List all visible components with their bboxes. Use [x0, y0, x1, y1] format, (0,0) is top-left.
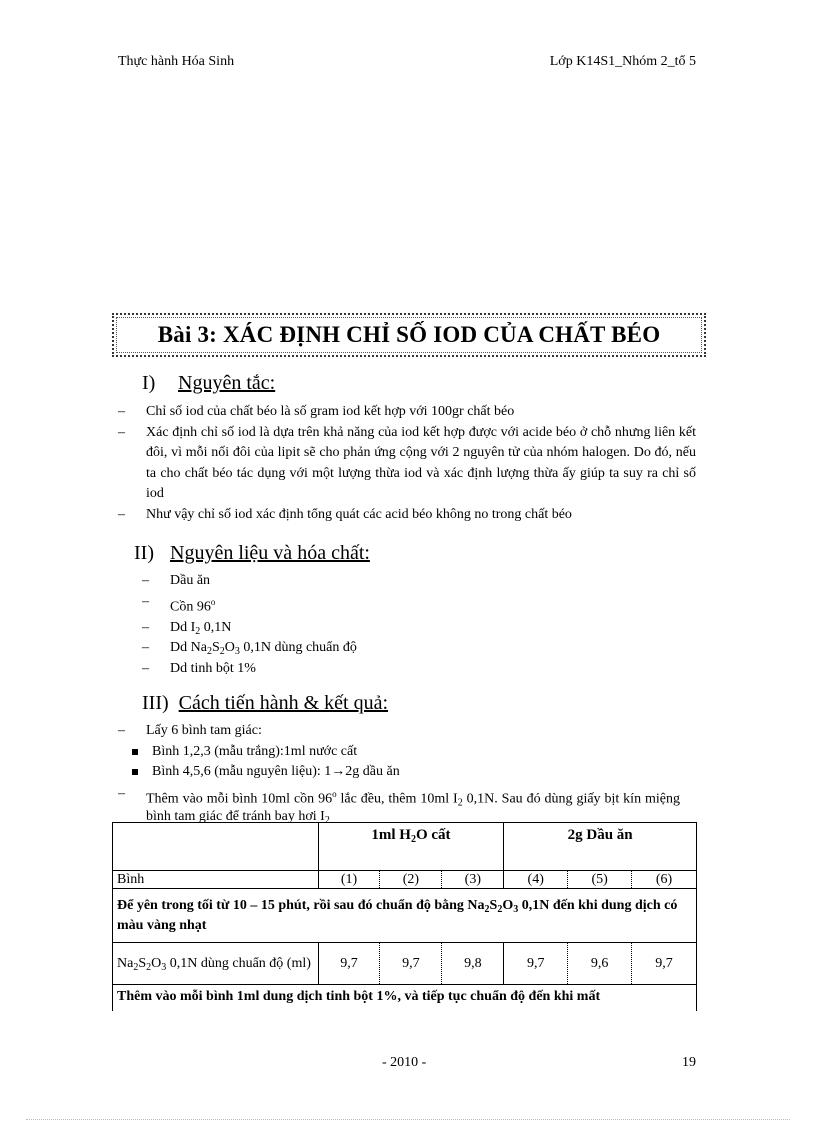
table-row [113, 985, 697, 1011]
value-cell: 9,8 [442, 943, 504, 985]
procedure-subitem [118, 742, 680, 763]
instruction-text: Để yên trong tối từ 10 – 15 phút, rồi sau đó chuẩn độ bằng Na [117, 897, 485, 913]
subscript: 2 [497, 903, 503, 915]
group-water-label: O cất [415, 827, 451, 843]
dash-mark: – [142, 619, 149, 635]
square-bullet [132, 769, 138, 775]
titrant-label-cell [113, 943, 319, 985]
section-2-heading [134, 542, 370, 565]
value-cell: 9,7 [380, 943, 442, 985]
subscript: 2 [195, 625, 201, 637]
dash-mark: – [118, 424, 125, 440]
procedure-text: 2g dầu ăn [345, 764, 400, 779]
section-3-heading [142, 692, 388, 715]
flask-number-cell: (3) [442, 871, 504, 889]
flask-number-cell: (1) [318, 871, 380, 889]
subscript: 2 [324, 815, 330, 827]
titrant-text: O [151, 956, 162, 971]
section-2-title: Nguyên liệu và hóa chất: [170, 542, 370, 564]
instruction-text: O [502, 897, 514, 913]
procedure-text: Lấy 6 bình tam giác: [146, 723, 262, 738]
principle-text: Xác định chỉ số iod là dựa trên khả năng của iod kết hợp được với acide béo ở chỗ nhưng liên kết đôi, vì mỗi nối đôi của lipit sẽ cho phản ứng cộng với 2 nguyên tử của nhóm halogen. Do đó, nếu ta cho chất béo tác dụng với một lượng thừa iod và xác định lượng thừa ấy giúp ta suy ra chỉ số iod [146, 424, 696, 501]
subscript: 2 [484, 903, 490, 915]
procedure-text: 0,1N. Sau đó dùng giấy bịt kín miệng bình tam giác để tránh bay hơi I [146, 791, 680, 825]
dash-mark: – [118, 785, 125, 801]
footer-year: - 2010 - [382, 1055, 427, 1070]
flask-number-cell: (6) [632, 871, 697, 889]
material-text: 0,1N dùng chuẩn độ [239, 640, 357, 656]
page-edge-divider [26, 1119, 790, 1120]
dash-mark: – [142, 573, 149, 588]
flask-label-cell: Bình [113, 871, 319, 889]
procedure-text: lắc đều, thêm 10ml I [336, 791, 458, 807]
subscript: 2 [219, 646, 225, 658]
instruction-cell: Thêm vào mỗi bình 1ml dung dịch tinh bột 1%, và tiếp tục chuẩn độ đến khi mất [113, 985, 697, 1011]
subscript: 3 [234, 646, 240, 658]
material-text: Dd tinh bột 1% [170, 660, 256, 676]
material-text: O [224, 640, 235, 656]
dash-mark: – [118, 506, 125, 522]
dash-mark: – [118, 404, 125, 419]
principle-list [118, 402, 696, 525]
degree-sup: o [210, 596, 216, 607]
value-cell: 9,7 [318, 943, 380, 985]
materials-list [142, 571, 642, 679]
section-1-number: I) [142, 372, 156, 394]
table-row [113, 889, 697, 943]
material-text: Dầu ăn [170, 573, 211, 588]
arrow-icon: → [331, 764, 346, 779]
procedure-list [118, 721, 680, 826]
titrant-text: S [138, 956, 147, 971]
material-item [142, 638, 642, 659]
material-item [142, 571, 642, 592]
lesson-title: Bài 3: XÁC ĐỊNH CHỈ SỐ IOD CỦA CHẤT BÉO [112, 313, 706, 357]
procedure-item [118, 785, 680, 827]
principle-item [118, 423, 696, 505]
section-3-number: III) [142, 692, 169, 714]
material-text: Dd I [170, 619, 196, 635]
material-item [142, 659, 642, 680]
principle-item [118, 505, 696, 526]
procedure-item [118, 721, 680, 742]
procedure-text: Bình 4,5,6 (mẫu nguyên liệu): 1 [152, 764, 332, 779]
square-bullet [132, 749, 138, 755]
dash-mark: – [142, 640, 149, 656]
instruction-cell [113, 889, 697, 943]
procedure-text: Thêm vào mỗi bình 10ml cồn 96 [146, 791, 333, 807]
table-row [113, 943, 697, 985]
procedure-subitem [118, 762, 680, 783]
section-3-title: Cách tiến hành & kết quả: [178, 692, 389, 714]
group-oil-cell: 2g Dầu ăn [504, 823, 697, 871]
table-corner-cell [113, 823, 319, 871]
group-water-cell [318, 823, 504, 871]
instruction-text: 0,1N đến khi dung dịch có màu vàng nhạt [117, 897, 678, 933]
material-text: Dd Na [170, 640, 207, 656]
dash-mark: – [142, 593, 149, 609]
titrant-text: 0,1N dùng chuẩn độ (ml) [166, 956, 311, 971]
subscript: 2 [206, 646, 212, 658]
header-left: Thực hành Hóa Sinh [118, 54, 235, 69]
principle-text: Như vậy chỉ số iod xác định tổng quát các acid béo không no trong chất béo [146, 506, 572, 522]
table-group-row [113, 823, 697, 871]
subscript: 2 [133, 962, 139, 973]
group-water-label: 1ml H [371, 827, 411, 843]
instruction-text: S [489, 897, 498, 913]
flask-number-cell: (2) [380, 871, 442, 889]
subscript: 2 [457, 797, 463, 809]
material-text: S [211, 640, 220, 656]
subscript: 2 [410, 834, 416, 845]
section-2-number: II) [134, 542, 154, 564]
value-cell: 9,7 [632, 943, 697, 985]
subscript: 2 [146, 962, 152, 973]
material-item [142, 618, 642, 639]
flask-number-cell: (4) [504, 871, 568, 889]
titrant-text: Na [117, 956, 134, 971]
results-table [112, 822, 697, 1011]
dash-mark: – [118, 723, 125, 738]
dash-mark: – [142, 660, 149, 676]
value-cell: 9,7 [504, 943, 568, 985]
degree-sup: o [332, 788, 337, 799]
page-number: 19 [682, 1055, 696, 1070]
principle-text: Chỉ số iod của chất béo là số gram iod kết hợp với 100gr chất béo [146, 404, 515, 419]
subscript: 3 [161, 962, 167, 973]
header-right: Lớp K14S1_Nhóm 2_tổ 5 [549, 54, 696, 69]
procedure-text: Bình 1,2,3 (mẫu trắng):1ml nước cất [152, 743, 358, 759]
value-cell: 9,6 [568, 943, 632, 985]
material-text: Cồn 96 [170, 599, 211, 615]
material-text: 0,1N [200, 619, 232, 635]
section-1-title: Nguyên tắc: [178, 372, 276, 394]
section-1-heading [142, 372, 275, 395]
material-item [142, 592, 642, 618]
flask-number-cell: (5) [568, 871, 632, 889]
table-row [113, 871, 697, 889]
principle-item [118, 402, 696, 423]
subscript: 3 [513, 903, 519, 915]
